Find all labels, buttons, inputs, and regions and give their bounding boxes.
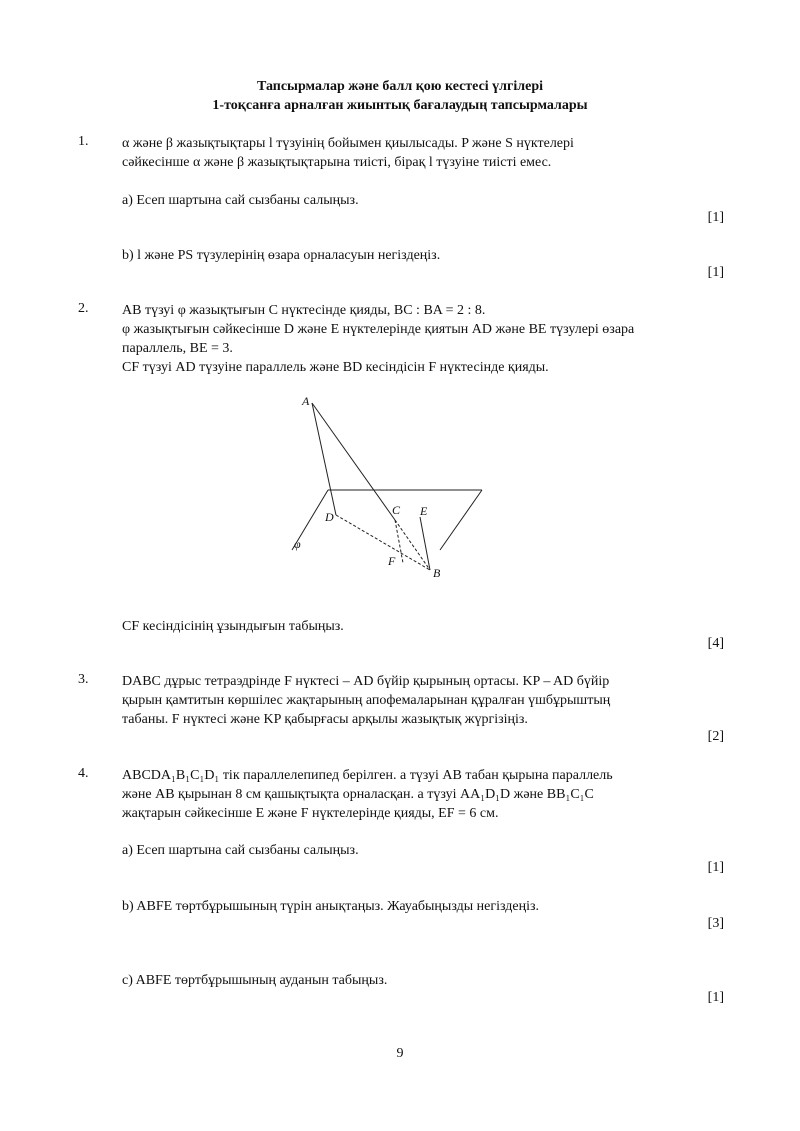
label-e: E xyxy=(420,504,428,518)
task-4-part-a-score: [1] xyxy=(707,860,724,875)
task-2-line-4: CF түзуі AD түзуіне параллель және BD кесіндісін F нүктесінде қияды. xyxy=(122,360,549,375)
task-3-number: 3. xyxy=(78,672,89,687)
task-4-line-2: және AB қырынан 8 см қашықтықта орналасқан. a түзуі AA₁D₁D және BB₁C₁C xyxy=(122,787,594,802)
task-2-score: [4] xyxy=(707,636,724,651)
task-1-part-a: a) Есеп шартына сай сызбаны салыңыз. xyxy=(122,193,359,208)
label-a: A xyxy=(302,394,310,408)
task-4-number: 4. xyxy=(78,766,89,781)
plane-right-edge xyxy=(440,490,482,550)
task-1-line-1: α және β жазықтықтары l түзуінің бойымен қиылысады. P және S нүктелері xyxy=(122,136,574,151)
task-2-line-1: AB түзуі φ жазықтығын C нүктесінде қияды, BC : BA = 2 : 8. xyxy=(122,303,486,318)
task-3-score: [2] xyxy=(707,729,724,744)
line-cb xyxy=(395,520,430,570)
task-4-part-a: a) Есеп шартына сай сызбаны салыңыз. xyxy=(122,843,359,858)
line-db xyxy=(336,515,430,570)
task-2-line-2: φ жазықтығын сәйкесінше D және E нүктелерінде қиятын AD және BE түзулері өзара xyxy=(122,322,635,337)
task-4-part-c-score: [1] xyxy=(707,990,724,1005)
label-phi: φ xyxy=(294,537,301,551)
page-number: 9 xyxy=(396,1046,404,1061)
task-2-line-3: параллель, BE = 3. xyxy=(122,341,233,356)
task-3-line-3: табаны. F нүктесі және KP қабырғасы арқылы жазықтық жүргізіңіз. xyxy=(122,712,528,727)
label-b: B xyxy=(433,566,441,580)
task-1-part-b-score: [1] xyxy=(707,265,724,280)
task-4-line-3: жақтарын сәйкесінше E және F нүктелерінде қияды, EF = 6 см. xyxy=(122,806,499,821)
task-3-line-2: қырын қамтитын көршілес жақтарының апофемаларынан құралған үшбұрыштың xyxy=(122,693,611,708)
page-title: Тапсырмалар және балл қою кестесі үлгілері xyxy=(256,79,544,94)
page-subtitle: 1-тоқсанға арналған жиынтық бағалаудың тапсырмалары xyxy=(212,98,588,113)
task-4-line-1: ABCDA₁B₁C₁D₁ тік параллелепипед берілген. a түзуі AB табан қырына параллель xyxy=(122,768,613,783)
task-4-part-c: c) ABFE төртбұрышының ауданын табыңыз. xyxy=(122,973,388,988)
task-2-part: CF кесіндісінің ұзындығын табыңыз. xyxy=(122,619,344,634)
task-1-part-a-score: [1] xyxy=(707,210,724,225)
label-f: F xyxy=(388,554,396,568)
label-c: C xyxy=(392,503,401,517)
label-d: D xyxy=(325,510,334,524)
task-1-number: 1. xyxy=(78,134,89,149)
task-2-figure xyxy=(270,385,500,585)
task-1-line-2: сәйкесінше α және β жазықтықтарына тиісті, бірақ l түзуіне тиісті емес. xyxy=(122,155,552,170)
task-3-line-1: DABC дұрыс тетраэдрінде F нүктесі – AD бүйір қырының ортасы. KP – AD бүйір xyxy=(122,674,610,689)
task-1-part-b: b) l және PS түзулерінің өзара орналасуын негіздеңіз. xyxy=(122,248,441,263)
task-4-part-b-score: [3] xyxy=(707,916,724,931)
task-2-number: 2. xyxy=(78,301,89,316)
task-4-part-b: b) ABFE төртбұрышының түрін анықтаңыз. Жауабыңызды негіздеңіз. xyxy=(122,899,540,914)
